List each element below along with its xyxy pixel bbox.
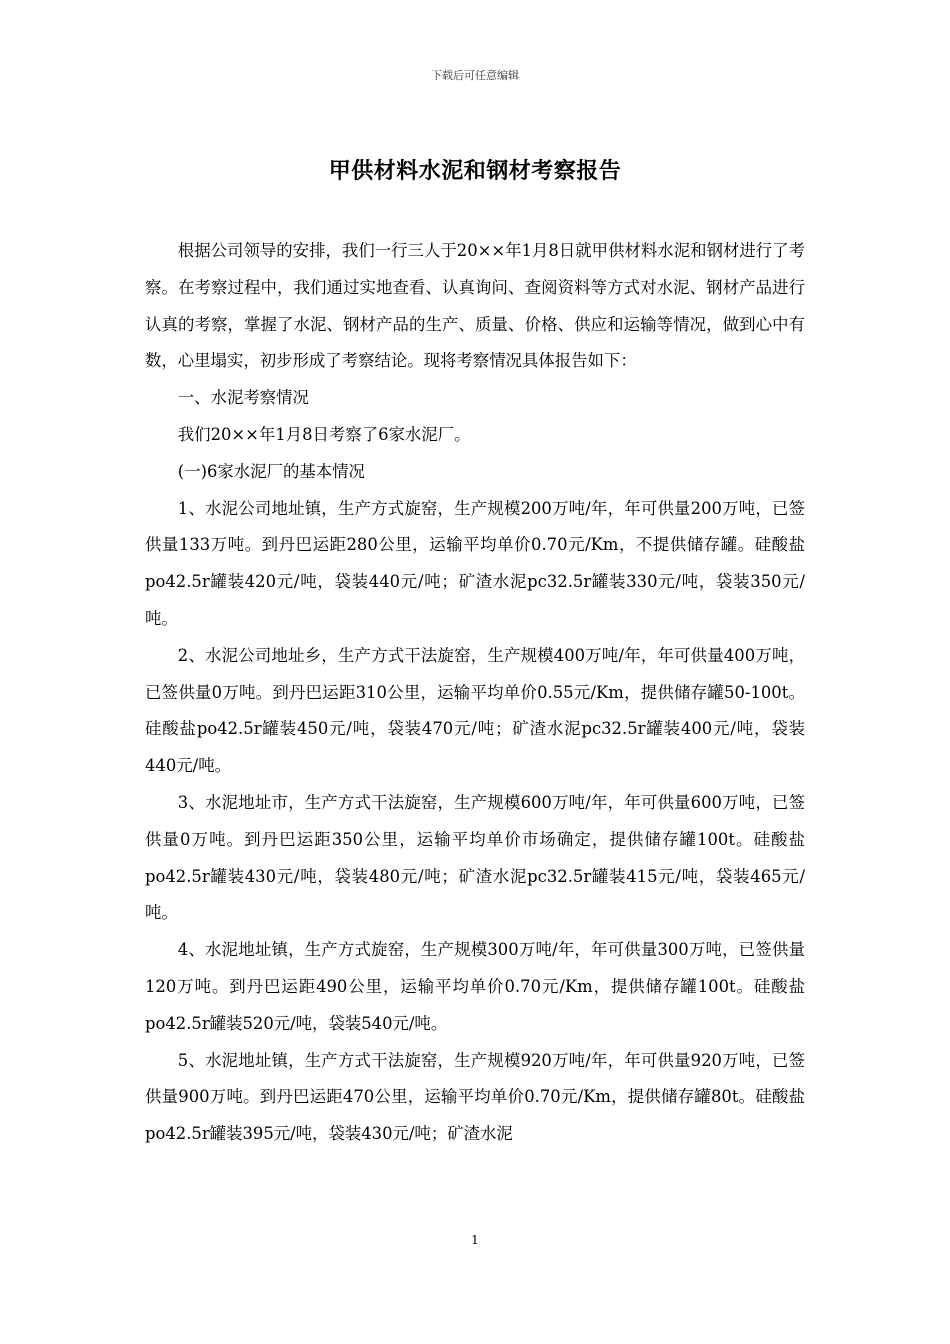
page-number: 1 [471,1233,479,1247]
subsection-heading-basics: (一)6家水泥厂的基本情况 [177,461,365,481]
paragraph-visit-summary: 我们20××年1月8日考察了6家水泥厂。 [177,424,471,444]
section-heading-cement: 一、水泥考察情况 [177,388,309,408]
paragraph-plant-3: 3、水泥地址市，生产方式干法旋窑，生产规模600万吨/年，年可供量600万吨，已签供量0万吨。到丹巴运距350公里，运输平均单价市场确定，提供储存罐100t。硅酸盐po42.5r罐装430元/吨，袋装480元/吨；矿渣水泥pc32.5r罐装415元/吨，袋装465元/吨。 [145,792,805,923]
paragraph-intro: 根据公司领导的安排，我们一行三人于20××年1月8日就甲供材料水泥和钢材进行了考察。在考察过程中，我们通过实地查看、认真询问、查阅资料等方式对水泥、钢材产品进行认真的考察，掌握了水泥、钢材产品的生产、质量、价格、供应和运输等情况，做到心中有数，心里塌实，初步形成了考察结论。现将考察情况具体报告如下： [145,241,805,371]
paragraph-plant-5: 5、水泥地址镇，生产方式干法旋窑，生产规模920万吨/年，年可供量920万吨，已签供量900万吨。到丹巴运距470公里，运输平均单价0.70元/Km，提供储存罐80t。硅酸盐po42.5r罐装395元/吨，袋装430元/吨；矿渣水泥 [145,1050,805,1144]
header-note: 下载后可任意编辑 [431,69,519,82]
paragraph-plant-1: 1、水泥公司地址镇，生产方式旋窑，生产规模200万吨/年，年可供量200万吨，已签供量133万吨。到丹巴运距280公里，运输平均单价0.70元/Km，不提供储存罐。硅酸盐po42.5r罐装420元/吨，袋装440元/吨；矿渣水泥pc32.5r罐装330元/吨，袋装350元/吨。 [145,498,805,628]
document-title: 甲供材料水泥和钢材考察报告 [328,159,622,184]
paragraph-plant-4: 4、水泥地址镇，生产方式旋窑，生产规模300万吨/年，年可供量300万吨，已签供量120万吨。到丹巴运距490公里，运输平均单价0.70元/Km，提供储存罐100t。硅酸盐po42.5r罐装520元/吨，袋装540元/吨。 [145,940,805,1033]
document-body [145,233,805,1153]
paragraph-plant-2: 2、水泥公司地址乡，生产方式干法旋窑，生产规模400万吨/年，年可供量400万吨，已签供量0万吨。到丹巴运距310公里，运输平均单价0.55元/Km，提供储存罐50-100t。硅酸盐po42.5r罐装450元/吨，袋装470元/吨；矿渣水泥pc32.5r罐装400元/吨，袋装440元/吨。 [145,645,805,776]
